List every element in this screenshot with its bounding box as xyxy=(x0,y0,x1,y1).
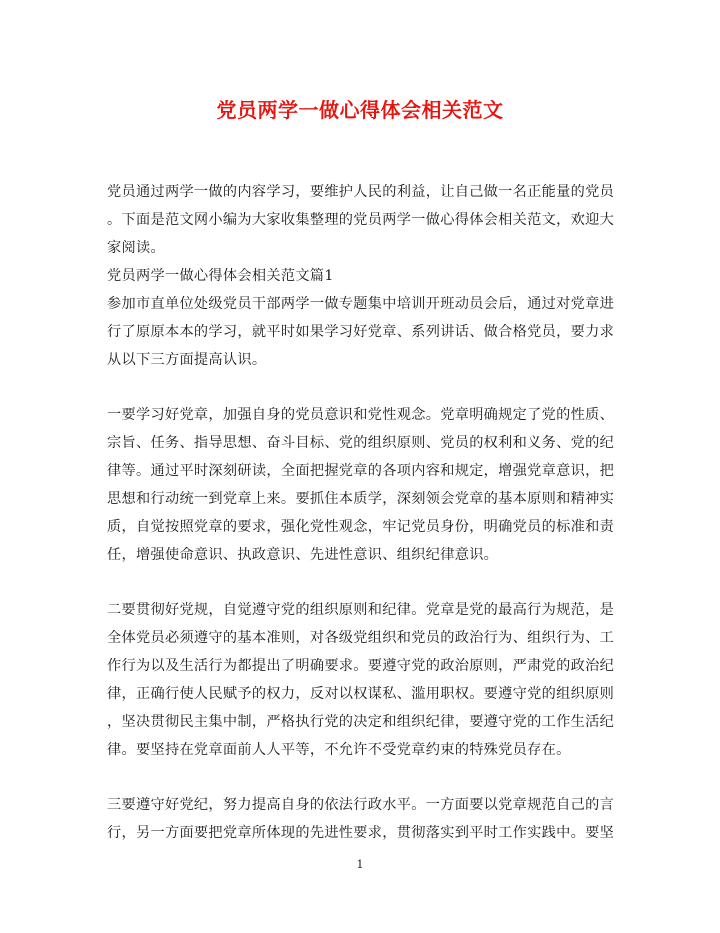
text-line: 律等。通过平时深刻研读，全面把握党章的各项内容和规定，增强党章意识，把 xyxy=(107,463,615,479)
text-line: 二要贯彻好党规，自觉遵守党的组织原则和纪律。党章是党的最高行为规范，是 xyxy=(107,602,615,618)
document-title: 党员两学一做心得体会相关范文 xyxy=(216,98,504,122)
text-line: 从以下三方面提高认识。 xyxy=(107,352,267,368)
text-line: 家阅读。 xyxy=(107,240,165,256)
text-line: 三要遵守好党纪，努力提高自身的依法行政水平。一方面要以党章规范自己的言 xyxy=(107,797,615,813)
text-line: 行，另一方面要把党章所体现的先进性要求，贯彻落实到平时工作实践中。要坚 xyxy=(107,825,615,841)
section-heading: 党员两学一做心得体会相关范文篇1 xyxy=(107,268,334,284)
text-line: 一要学习好党章，加强自身的党员意识和党性观念。党章明确规定了党的性质、 xyxy=(107,407,615,423)
text-line: 作行为以及生活行为都提出了明确要求。要遵守党的政治原则，严肃党的政治纪 xyxy=(107,658,615,674)
text-line: 行了原原本本的学习，就平时如果学习好党章、系列讲话、做合格党员，要力求 xyxy=(107,324,615,340)
text-line: 思想和行动统一到党章上来。要抓住本质学，深刻领会党章的基本原则和精神实 xyxy=(107,491,615,507)
page-number: 1 xyxy=(356,858,364,871)
text-line: 党员通过两学一做的内容学习，要维护人民的利益，让自己做一名正能量的党员 xyxy=(107,184,615,200)
text-line: 任，增强使命意识、执政意识、先进性意识、组织纪律意识。 xyxy=(107,547,499,563)
text-line: 宗旨、任务、指导思想、奋斗目标、党的组织原则、党员的权利和义务、党的纪 xyxy=(107,435,615,451)
text-line: 质，自觉按照党章的要求，强化党性观念，牢记党员身份，明确党员的标准和责 xyxy=(107,519,615,535)
text-line: 律。要坚持在党章面前人人平等，不允许不受党章约束的特殊党员存在。 xyxy=(107,742,571,758)
text-line: 全体党员必须遵守的基本准则，对各级党组织和党员的政治行为、组织行为、工 xyxy=(107,630,615,646)
text-line: 。下面是范文网小编为大家收集整理的党员两学一做心得体会相关范文，欢迎大 xyxy=(107,212,615,228)
text-line: ，坚决贯彻民主集中制，严格执行党的决定和组织纪律，要遵守党的工作生活纪 xyxy=(107,714,615,730)
text-line: 参加市直单位处级党员干部两学一做专题集中培训开班动员会后，通过对党章进 xyxy=(107,296,615,312)
text-line: 律，正确行使人民赋予的权力，反对以权谋私、滥用职权。要遵守党的组织原则 xyxy=(107,686,615,702)
